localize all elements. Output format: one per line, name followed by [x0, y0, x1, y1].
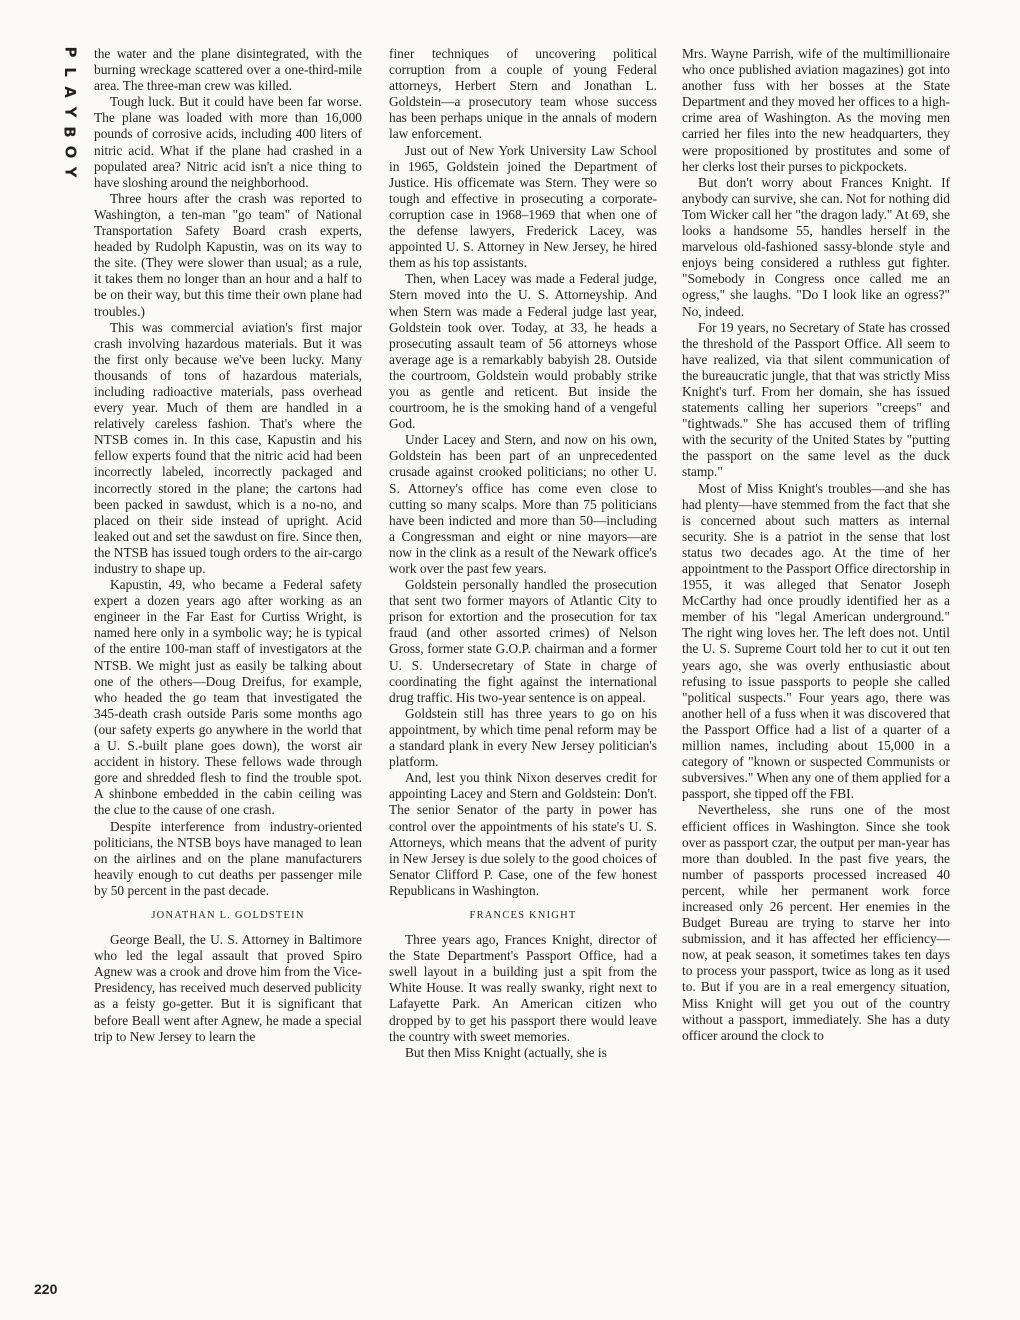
section-heading: FRANCES KNIGHT — [469, 909, 577, 921]
paragraph: This was commercial aviation's first major crash involving hazardous materials. But it was the first only because we've been lucky. Many thousands of tons of hazardous materials, including radioactive materials, pass overhead every year. Much of them are handled in a relatively careless fashion. That's where the NTSB comes in. In this case, Kapustin and his fellow experts found that the nitric acid had been incorrectly labeled, incorrectly packaged and incorrectly stored in the plane; the cartons had been packed in sawdust, which is a no-no, and placed on their side instead of upright. Acid leaked out and set the sawdust on fire. Since then, the NTSB has issued tough orders to the air-cargo industry to shape up. — [94, 319, 362, 576]
masthead-letter: L — [61, 67, 79, 77]
paragraph: And, lest you think Nixon deserves credit for appointing Lacey and Stern and Goldstein: Don't. The senior Senator of the party in power has control over the appointments of his state's U. S. Attorneys, which means that the advent of purity in New Jersey is due solely to the good choices of Senator Clifford P. Case, one of the few honest Republicans in Washington. — [389, 770, 657, 898]
masthead-letter: P — [61, 46, 79, 58]
paragraph: But then Miss Knight (actually, she is — [405, 1044, 607, 1060]
masthead-vertical — [50, 42, 90, 182]
paragraph: George Beall, the U. S. Attorney in Baltimore who led the legal assault that proved Spiro Agnew was a crook and drove him from the Vice-Presidency, has received much deserved publicity as a feisty go-getter. But it is significant that before Beall went after Agnew, he made a special trip to New Jersey to learn the — [94, 932, 362, 1044]
paragraph: the water and the plane disintegrated, with the burning wreckage scattered over a one-third-mile area. The three-man crew was killed. — [94, 46, 362, 94]
paragraph: Nevertheless, she runs one of the most efficient offices in Washington. Since she took over as passport czar, the output per man-year has more than doubled. In the past five years, the number of passports processed increased 40 percent, while her permanent work force increased only 26 percent. Her enemies in the Budget Bureau are trying to starve her into submission, and it has affected her efficiency—now, at peak season, it sometimes takes ten days to process your passport, twice as long as it used to. But if you are in a real emergency situation, Miss Knight will get you out of the country without a passport, immediately. She has a duty officer around the clock to — [682, 802, 950, 1043]
paragraph: Under Lacey and Stern, and now on his own, Goldstein has been part of an unprecedented crusade against crooked politicians; no other U. S. Attorney's office has come even close to cutting so many scalps. More than 75 politicians have been indicted and more than 50—including a Congressman and eight or nine mayors—are now in the clink as a result of the Newark office's work over the past few years. — [389, 432, 657, 576]
paragraph: Three years ago, Frances Knight, director of the State Department's Passport Office, had a swell layout in a building just a spit from the White House. It was really swanky, right next to Lafayette Park. An American citizen who dropped by to get his passport there would leave the country with sweet memories. — [389, 932, 657, 1044]
paragraph: Goldstein personally handled the prosecution that sent two former mayors of Atlantic City to prison for extortion and the prosecution for tax fraud (and other assorted crimes) of Nelson Gross, former state G.O.P. chairman and a former U. S. Undersecretary of State in charge of coordinating the fight against the international drug traffic. His two-year sentence is on appeal. — [389, 577, 657, 705]
text-column-2 — [389, 46, 657, 1061]
masthead-letter: B — [61, 126, 79, 138]
text-column-3 — [682, 46, 950, 1044]
masthead-letter: A — [60, 86, 79, 98]
paragraph: Despite interference from industry-oriented politicians, the NTSB boys have managed to lean on the airlines and on the plane manufacturers heavily enough to cut deaths per passenger mile by 50 percent in the past decade. — [94, 818, 362, 898]
paragraph: Goldstein still has three years to go on his appointment, by which time penal reform may be a standard plank in every New Jersey politician's platform. — [389, 705, 657, 770]
masthead-letter: Y — [61, 166, 79, 178]
paragraph: Then, when Lacey was made a Federal judge, Stern moved into the U. S. Attorneyship. And when Stern was made a Federal judge last year, Goldstein took over. Today, at 33, he heads a prosecuting assault team of 56 attorneys whose average age is a remarkably babyish 28. Outside the courtroom, Goldstein would probably strike you as gentle and reticent. But inside the courtroom, he is the smoking hand of a vengeful God. — [389, 271, 657, 432]
paragraph: Kapustin, 49, who became a Federal safety expert a dozen years ago after working as an engineer in the Far East for Curtiss Wright, is named here only in a symbolic way; he is typical of the entire 100-man staff of investigators at the NTSB. We might just as easily be talking about one of the others—Doug Dreifus, for example, who headed the go team that investigated the 345-death crash outside Paris some months ago (our safety experts go anywhere in the world that a U. S.-built plane goes down), the worst air accident in history. These fellows wade through gore and shredded flesh to find the trouble spot. A shinbone embedded in the cabin ceiling was the clue to the cause of one crash. — [94, 577, 362, 818]
paragraph: For 19 years, no Secretary of State has crossed the threshold of the Passport Office. All seem to have realized, via that silent communication of the bureaucratic jungle, that that was strictly Miss Knight's turf. From her domain, she has issued statements calling her superiors "creeps" and "tightwads." She has accused them of trifling with the security of the United States by "putting the passport on the same level as the duck stamp." — [682, 319, 950, 480]
section-heading: JONATHAN L. GOLDSTEIN — [151, 909, 305, 921]
paragraph: Most of Miss Knight's troubles—and she has had plenty—have stemmed from the fact that she is concerned about such matters as internal security. She is a patriot in the sense that lost status two decades ago. At the time of her appointment to the Passport Office directorship in 1955, it was alleged that Senator Joseph McCarthy had once proudly identified her as a member of his "legal American underground." The right wing loves her. The left does not. Until the U. S. Supreme Court told her to cut it out ten years ago, she was overly enthusiastic about refusing to issue passports to people she called "political suspects." Four years ago, there was another hell of a fuss when it was discovered that the Passport Office had a list of a quarter of a million names, including about 15,000 in a category of "known or suspected Communists or subversives." When any one of them applied for a passport, she tipped off the FBI. — [682, 480, 950, 802]
paragraph: But don't worry about Frances Knight. If anybody can survive, she can. Not for nothing did Tom Wicker call her "the dragon lady." At 69, she looks a handsome 55, handles herself in the marvelous old-fashioned sassy-blonde style and enjoys being considered a ruthless gut fighter. "Somebody in Congress once called me an ogress," she laughs. "Do I look like an ogress?" No, indeed. — [682, 174, 950, 319]
paragraph: Three hours after the crash was reported to Washington, a ten-man "go team" of National Transportation Safety Board crash experts, headed by Rudolph Kapustin, was on its way to the site. (They were slower than usual; as a rule, it takes them no longer than an hour and a half to be on their way, but this time their own plane had troubles.) — [94, 190, 362, 319]
text-column-1 — [94, 46, 362, 1045]
masthead-letter: Y — [61, 106, 79, 118]
paragraph: finer techniques of uncovering political corruption from a couple of young Federal attorneys, Herbert Stern and Jonathan L. Goldstein—a prosecutory team whose success has been perhaps unique in the annals of modern law enforcement. — [389, 46, 657, 142]
masthead-letter: O — [60, 145, 79, 159]
page-number: 220 — [34, 1281, 58, 1297]
paragraph: Tough luck. But it could have been far worse. The plane was loaded with more than 16,000 pounds of corrosive acids, including 400 liters of nitric acid. What if the plane had crashed in a populated area? Nitric acid isn't a nice thing to have sloshing around the neighborhood. — [94, 94, 362, 190]
paragraph: Mrs. Wayne Parrish, wife of the multimillionaire who once published aviation magazines) got into another fuss with her bosses at the State Department and they moved her offices to a high-crime area of Washington. As the moving men carried her files into the new headquarters, they were propositioned by prostitutes and some of her clerks lost their purses to pickpockets. — [682, 46, 950, 174]
paragraph: Just out of New York University Law School in 1965, Goldstein joined the Department of Justice. His officemate was Stern. They were so tough and effective in prosecuting a corporate-corruption case in 1968–1969 that when one of the defense lawyers, Frederick Lacey, was appointed U. S. Attorney in New Jersey, he hired them as his top assistants. — [389, 142, 657, 271]
